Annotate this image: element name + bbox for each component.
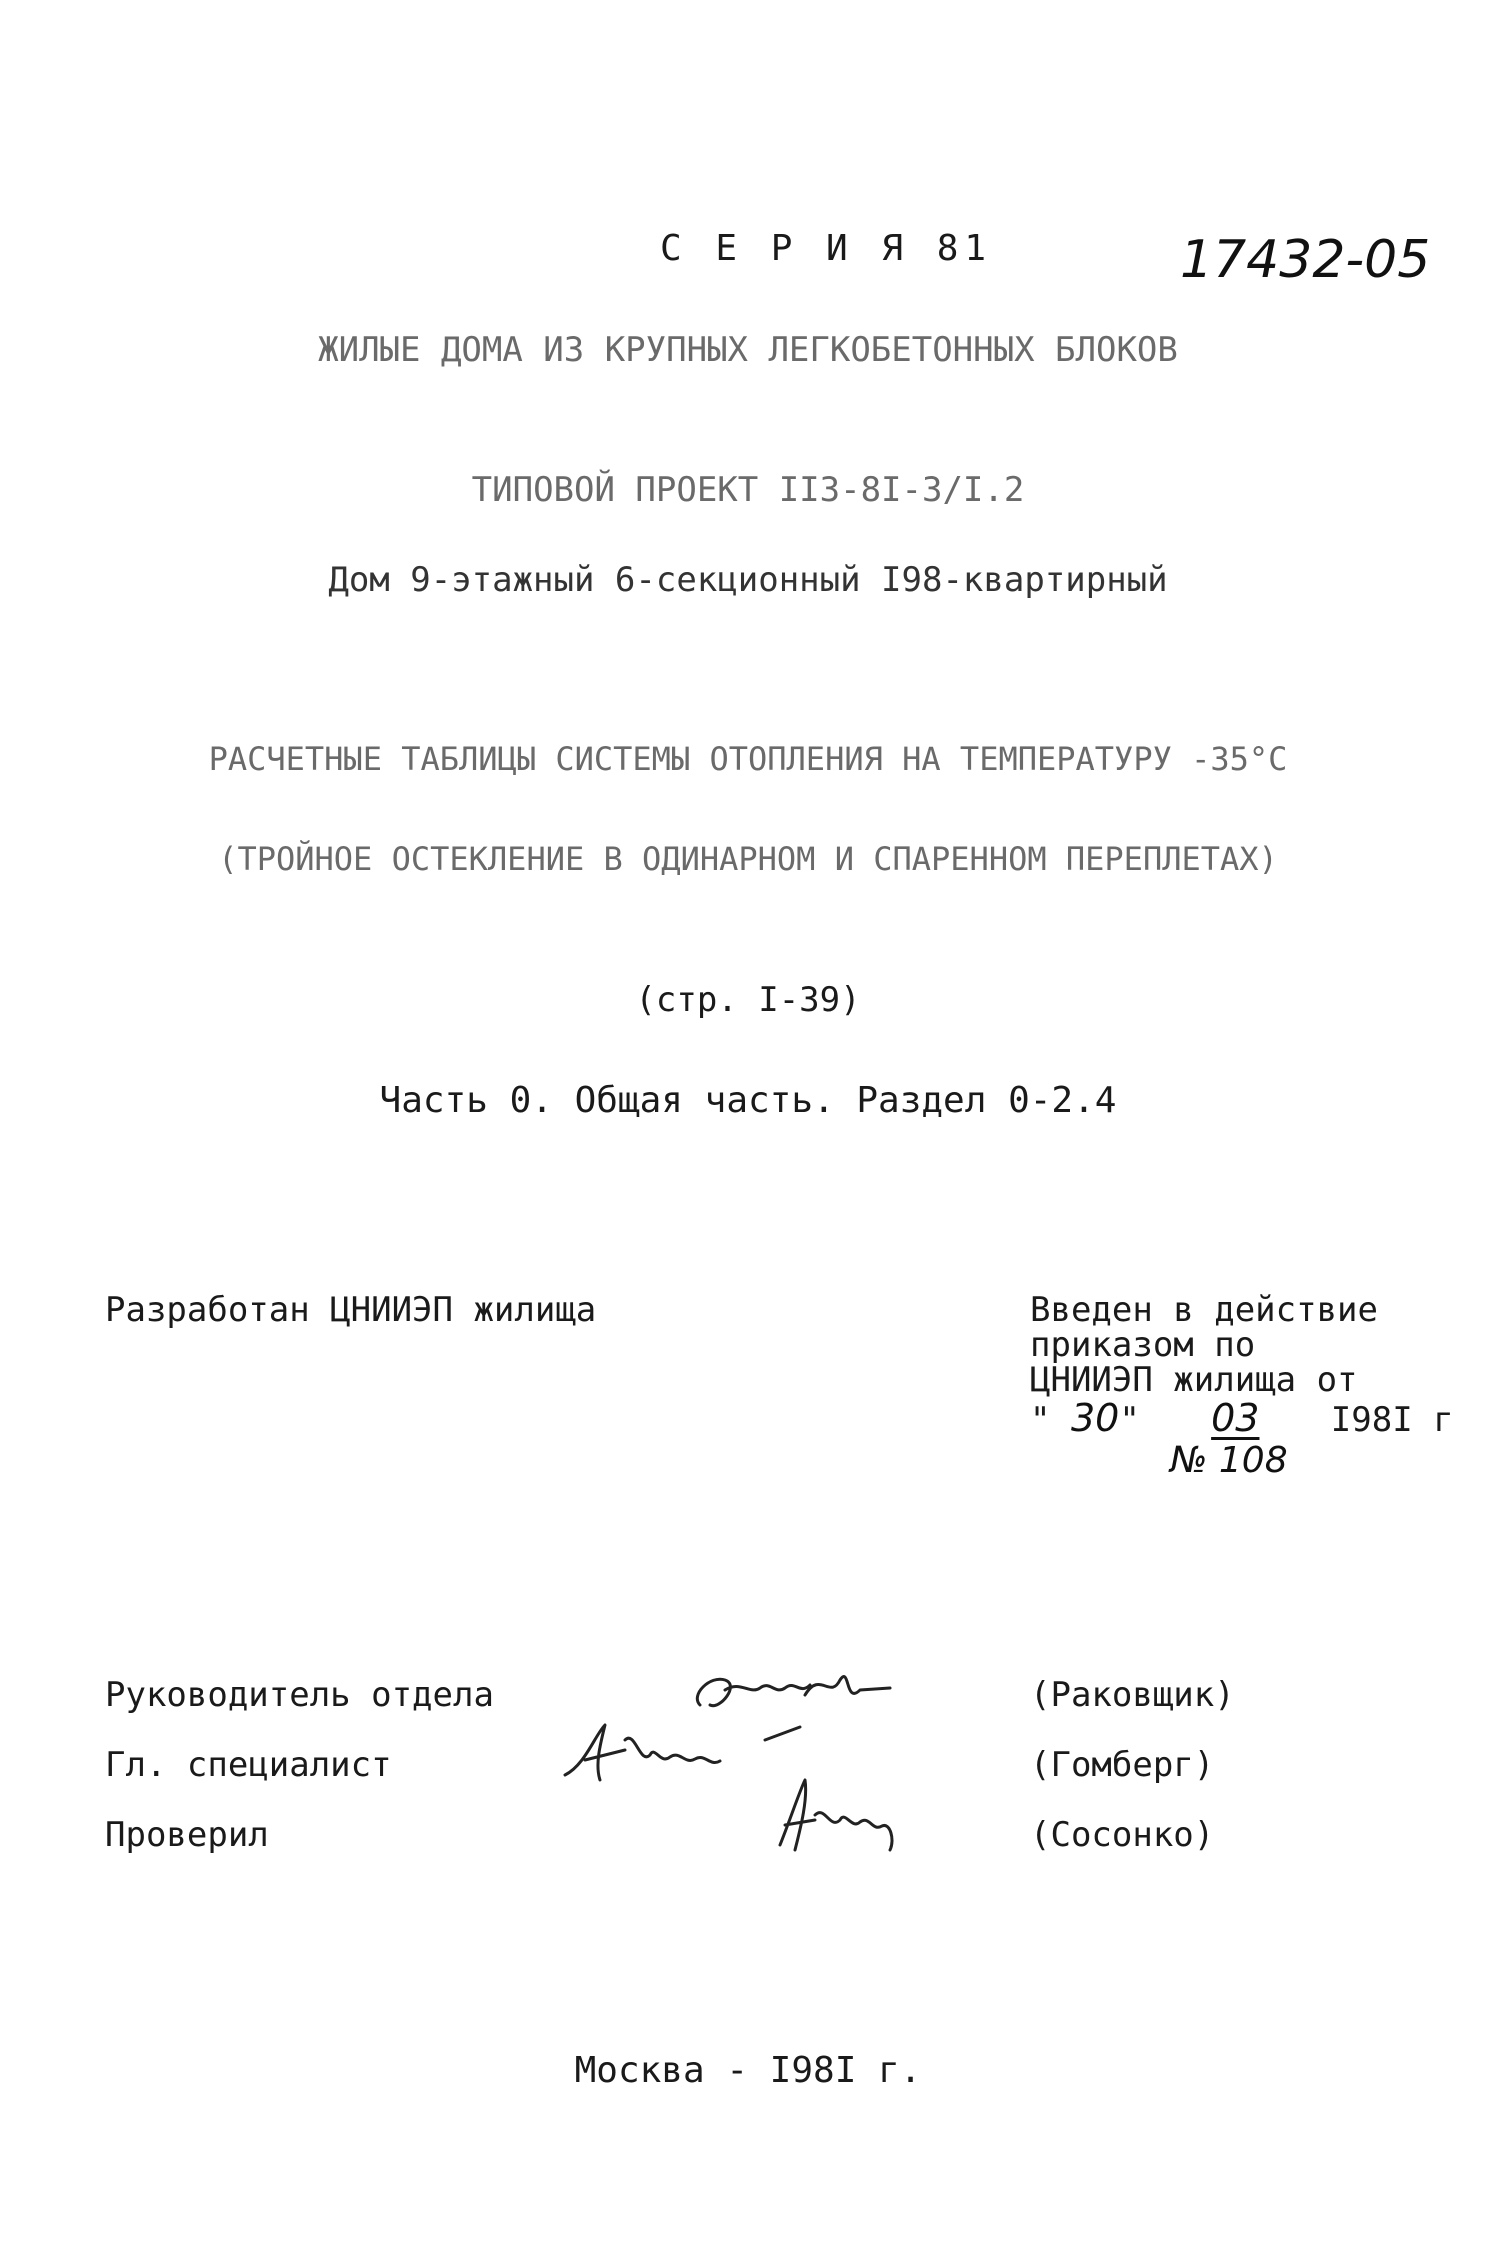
role-head-of-department: Руководитель отдела: [105, 1675, 494, 1715]
place-and-year: Москва - I98I г.: [574, 2050, 922, 2091]
name-gomberg: (Гомберг): [1030, 1745, 1215, 1785]
developer-text: Разработан ЦНИИЭП жилища: [105, 1290, 597, 1330]
part-section: Часть 0. Общая часть. Раздел 0-2.4: [379, 1080, 1117, 1121]
name-sosonko: (Сосонко): [1030, 1815, 1215, 1855]
title-line-2: ТИПОВОЙ ПРОЕКТ II3-8I-3/I.2: [471, 470, 1025, 510]
order-number: № 108: [1170, 1440, 1288, 1481]
title-line-5: (ТРОЙНОЕ ОСТЕКЛЕНИЕ В ОДИНАРНОМ И СПАРЕННОМ ПЕРЕПЛЕТАХ): [218, 840, 1278, 878]
document-number: 17432-05: [1180, 230, 1431, 290]
title-line-3: Дом 9-этажный 6-секционный I98-квартирный: [328, 560, 1168, 600]
role-chief-specialist: Гл. специалист: [105, 1745, 392, 1785]
title-line-4: РАСЧЕТНЫЕ ТАБЛИЦЫ СИСТЕМЫ ОТОПЛЕНИЯ НА ТЕМПЕРАТУРУ -35°С: [208, 740, 1288, 778]
enacted-date: [1030, 1396, 1454, 1440]
date-day: 30: [1070, 1396, 1120, 1440]
enacted-line-2: приказом по: [1030, 1325, 1256, 1365]
pages-range: (стр. I-39): [635, 980, 861, 1020]
series-label: С Е Р И Я 81: [660, 228, 993, 269]
role-checked-by: Проверил: [105, 1815, 269, 1855]
enacted-line-3: ЦНИИЭП жилища от: [1030, 1360, 1358, 1400]
date-quote-open: ": [1030, 1400, 1051, 1440]
date-year: I98I г: [1330, 1400, 1454, 1440]
signature-checked-by: [760, 1770, 920, 1860]
date-quote-close: ": [1119, 1400, 1140, 1440]
name-rakovshchik: (Раковщик): [1030, 1675, 1235, 1715]
date-month: 03: [1211, 1396, 1260, 1440]
title-line-1: ЖИЛЫЕ ДОМА ИЗ КРУПНЫХ ЛЕГКОБЕТОННЫХ БЛОКОВ: [318, 330, 1178, 370]
enacted-line-1: Введен в действие: [1030, 1290, 1378, 1330]
